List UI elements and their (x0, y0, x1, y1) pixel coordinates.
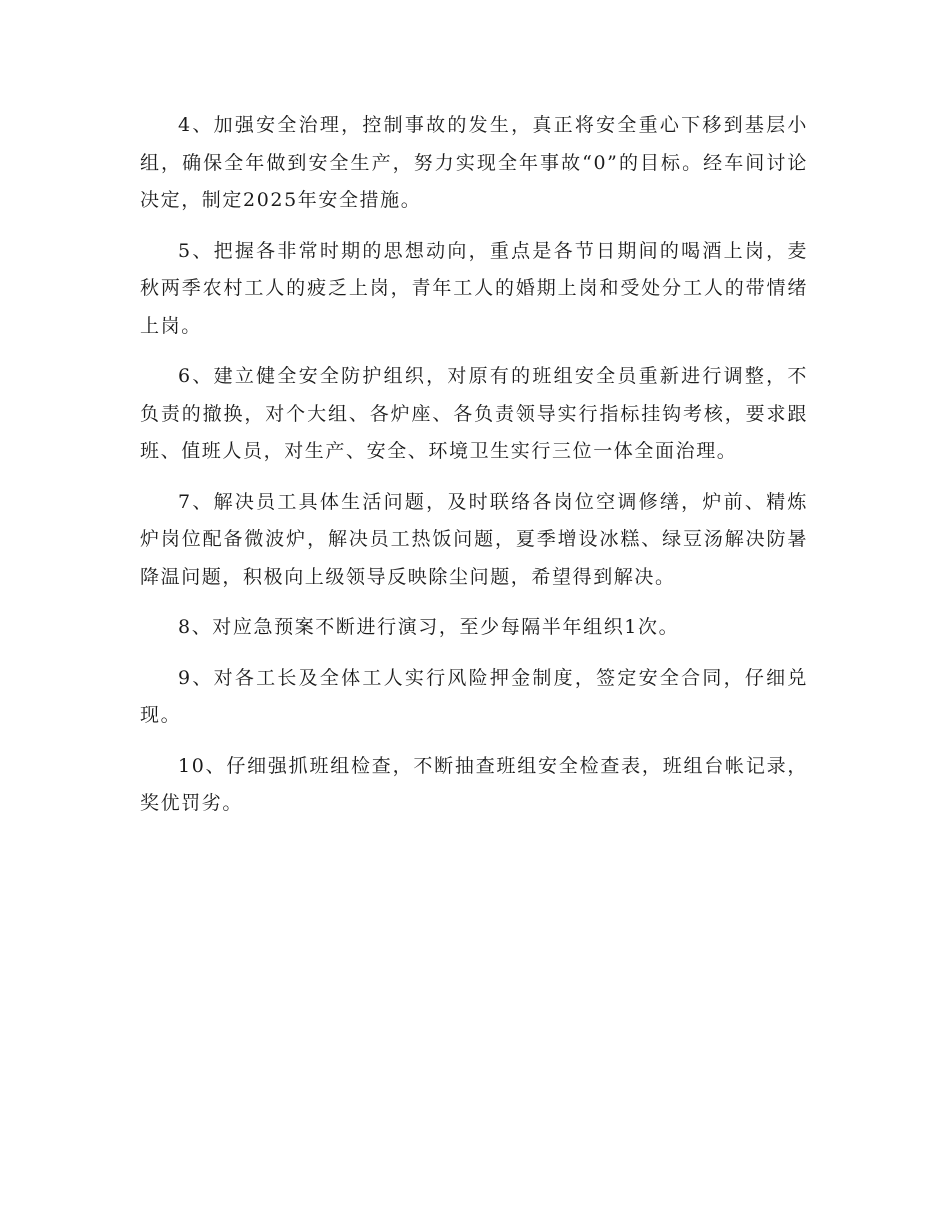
document-body (140, 107, 808, 836)
paragraph-item-6: 6、建立健全安全防护组织，对原有的班组安全员重新进行调整，不负责的撤换，对个大组、各炉座、各负责领导实行指标挂钩考核，要求跟班、值班人员，对生产、安全、环境卫生实行三位一体全面治理。 (140, 365, 808, 462)
paragraph-item-10: 10、仔细强抓班组检查，不断抽查班组安全检查表，班组台帐记录，奖优罚劣。 (140, 754, 808, 814)
paragraph-item-5: 5、把握各非常时期的思想动向，重点是各节日期间的喝酒上岗，麦秋两季农村工人的疲乏上岗，青年工人的婚期上岗和受处分工人的带情绪上岗。 (140, 239, 808, 337)
paragraph-item-4: 4、加强安全治理，控制事故的发生，真正将安全重心下移到基层小组，确保全年做到安全生产，努力实现全年事故“0”的目标。经车间讨论决定，制定2025年安全措施。 (140, 114, 808, 211)
paragraph-item-7: 7、解决员工具体生活问题，及时联络各岗位空调修缮，炉前、精炼炉岗位配备微波炉，解决员工热饭问题，夏季增设冰糕、绿豆汤解决防暑降温问题，积极向上级领导反映除尘问题，希望得到解决。 (140, 490, 808, 588)
paragraph-item-9: 9、对各工长及全体工人实行风险押金制度，签定安全合同，仔细兑现。 (140, 666, 808, 726)
paragraph-item-8: 8、对应急预案不断进行演习，至少每隔半年组织1次。 (178, 616, 680, 638)
